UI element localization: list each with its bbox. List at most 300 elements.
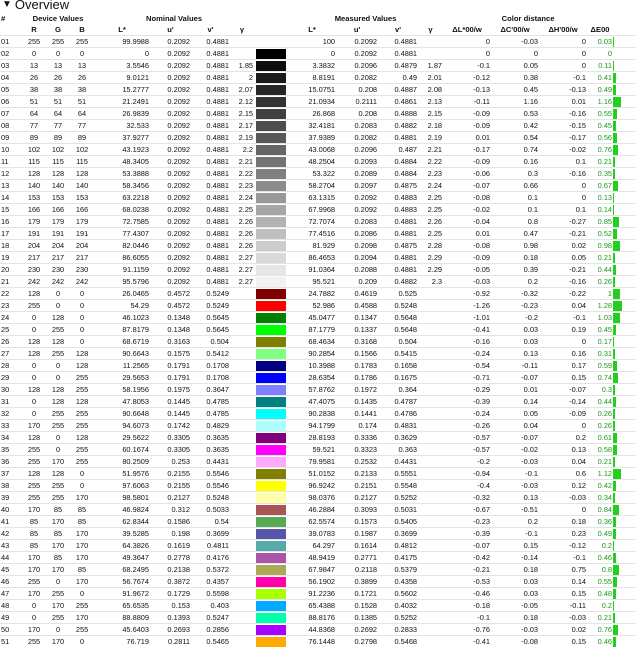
cell-delta-l: -0.04 bbox=[473, 217, 491, 226]
cell-g: 255 bbox=[51, 409, 65, 418]
cell-r: 77 bbox=[29, 121, 39, 130]
delta-e-bar bbox=[613, 504, 636, 516]
cell-delta-e: 0.14 bbox=[597, 205, 613, 214]
cell-delta-l: -1.01 bbox=[473, 313, 491, 322]
cell-measured-gamma: 2.25 bbox=[427, 193, 443, 202]
cell-delta-l: -0.24 bbox=[473, 349, 491, 358]
cell-delta-h: 0.75 bbox=[571, 565, 587, 574]
color-swatch bbox=[254, 504, 288, 516]
cell-delta-c: 0.01 bbox=[523, 385, 539, 394]
cell-measured-u: 0.2133 bbox=[354, 469, 378, 478]
cell-nominal-u: 0.2092 bbox=[167, 229, 191, 238]
col-header-measured-v: v' bbox=[395, 25, 402, 34]
cell-delta-l: -0.41 bbox=[473, 325, 491, 334]
delta-e-bar bbox=[613, 276, 636, 288]
cell-b: 89 bbox=[77, 133, 87, 142]
cell-nominal-gamma bbox=[230, 408, 254, 420]
cell-measured-gamma bbox=[418, 396, 443, 408]
cell-delta-l: -0.21 bbox=[473, 565, 491, 574]
cell-r: 0 bbox=[31, 613, 37, 622]
cell-nominal-v: 0.1708 bbox=[206, 373, 230, 382]
cell-delta-e: 0.85 bbox=[597, 217, 613, 226]
color-swatch bbox=[254, 432, 288, 444]
cell-nominal-v: 0.5372 bbox=[206, 565, 230, 574]
cell-delta-h: 0.05 bbox=[571, 253, 587, 262]
color-swatch bbox=[254, 528, 288, 540]
cell-r: 85 bbox=[29, 529, 39, 538]
cell-nominal-v: 0.54 bbox=[214, 517, 230, 526]
table-row bbox=[0, 72, 636, 84]
cell-delta-e: 0.45 bbox=[597, 325, 613, 334]
cell-r: 170 bbox=[27, 421, 41, 430]
delta-e-bar bbox=[613, 72, 636, 84]
table-row bbox=[0, 372, 636, 384]
cell-delta-c: 0.18 bbox=[523, 565, 539, 574]
cell-delta-h: -0.03 bbox=[569, 613, 587, 622]
cell-nominal-u: 0.4572 bbox=[167, 289, 191, 298]
cell-g: 128 bbox=[51, 337, 65, 346]
cell-b: 179 bbox=[75, 217, 89, 226]
cell-measured-l: 46.2884 bbox=[308, 505, 336, 514]
delta-e-bar bbox=[613, 228, 636, 240]
cell-measured-u: 0.4588 bbox=[354, 301, 378, 310]
delta-e-bar bbox=[613, 300, 636, 312]
cell-nominal-gamma: 2.27 bbox=[238, 277, 254, 286]
overview-header[interactable] bbox=[2, 0, 69, 12]
cell-b: 102 bbox=[75, 145, 89, 154]
cell-delta-c: 0.8 bbox=[527, 217, 539, 226]
cell-nominal-l: 32.533 bbox=[126, 121, 150, 130]
cell-nominal-gamma: 1.85 bbox=[238, 61, 254, 70]
cell-nominal-l: 77.4307 bbox=[122, 229, 150, 238]
cell-nominal-l: 39.5285 bbox=[122, 529, 150, 538]
cell-index: 43 bbox=[1, 541, 10, 550]
cell-nominal-gamma: 2.2 bbox=[242, 145, 254, 154]
cell-nominal-u: 0.2092 bbox=[167, 217, 191, 226]
cell-r: 128 bbox=[27, 433, 41, 442]
cell-nominal-l: 86.6055 bbox=[122, 253, 150, 262]
cell-delta-e: 1.03 bbox=[597, 313, 613, 322]
cell-measured-l: 26.868 bbox=[312, 109, 336, 118]
cell-b: 255 bbox=[75, 457, 89, 466]
delta-e-bar bbox=[613, 252, 636, 264]
cell-nominal-u: 0.2138 bbox=[167, 565, 191, 574]
cell-measured-l: 64.297 bbox=[312, 541, 336, 550]
group-header-color-distance: Color distance bbox=[501, 14, 555, 23]
cell-nominal-gamma bbox=[230, 384, 254, 396]
cell-measured-v: 0.4881 bbox=[394, 133, 418, 142]
cell-g: 38 bbox=[53, 85, 63, 94]
cell-g: 191 bbox=[51, 229, 65, 238]
delta-e-bar bbox=[613, 264, 636, 276]
cell-delta-c: -0.1 bbox=[525, 529, 539, 538]
cell-r: 166 bbox=[27, 205, 41, 214]
cell-delta-h: 0.12 bbox=[571, 481, 587, 490]
cell-r: 204 bbox=[27, 241, 41, 250]
cell-measured-u: 0.2771 bbox=[354, 553, 378, 562]
cell-delta-h: -0.13 bbox=[569, 85, 587, 94]
cell-measured-gamma bbox=[418, 600, 443, 612]
cell-index: 11 bbox=[1, 157, 9, 166]
color-swatch bbox=[254, 612, 288, 624]
cell-delta-c: 0.03 bbox=[523, 589, 539, 598]
cell-r: 128 bbox=[27, 169, 41, 178]
delta-e-bar bbox=[613, 600, 636, 612]
cell-nominal-gamma bbox=[230, 516, 254, 528]
cell-index: 15 bbox=[1, 205, 10, 214]
cell-nominal-u: 0.2092 bbox=[167, 157, 191, 166]
delta-e-bar bbox=[613, 372, 636, 384]
cell-g: 0 bbox=[55, 625, 61, 634]
cell-delta-e: 0.74 bbox=[597, 373, 613, 382]
cell-measured-u: 0.2532 bbox=[354, 457, 378, 466]
cell-measured-gamma: 2.19 bbox=[427, 133, 443, 142]
cell-nominal-u: 0.312 bbox=[171, 505, 191, 514]
cell-delta-h: 0 bbox=[581, 37, 587, 46]
cell-r: 255 bbox=[27, 577, 41, 586]
cell-measured-gamma bbox=[418, 612, 443, 624]
cell-index: 08 bbox=[1, 121, 10, 130]
cell-nominal-u: 0.3305 bbox=[167, 433, 191, 442]
cell-measured-v: 0.3699 bbox=[394, 529, 418, 538]
cell-g: 166 bbox=[51, 205, 65, 214]
cell-measured-u: 0.2111 bbox=[355, 97, 378, 106]
cell-delta-h: -0.27 bbox=[569, 217, 587, 226]
cell-measured-v: 0.1675 bbox=[394, 373, 418, 382]
table-row bbox=[0, 300, 636, 312]
color-swatch bbox=[254, 552, 288, 564]
cell-measured-v: 0.4884 bbox=[394, 169, 418, 178]
cell-g: 0 bbox=[55, 433, 61, 442]
cell-measured-v: 0.4881 bbox=[394, 265, 418, 274]
cell-delta-h: 0.14 bbox=[571, 577, 587, 586]
cell-delta-c: 0.39 bbox=[523, 265, 539, 274]
cell-delta-e: 0.17 bbox=[597, 337, 613, 346]
col-header-index: # bbox=[1, 14, 6, 23]
col-header-measured-l: L* bbox=[308, 25, 316, 34]
cell-b: 38 bbox=[77, 85, 87, 94]
cell-b: 166 bbox=[75, 205, 89, 214]
cell-delta-l: -0.53 bbox=[473, 577, 491, 586]
cell-delta-h: 0 bbox=[581, 49, 587, 58]
cell-nominal-gamma: 2.27 bbox=[238, 253, 254, 262]
cell-index: 27 bbox=[1, 349, 10, 358]
cell-b: 0 bbox=[79, 637, 85, 646]
color-swatch bbox=[254, 624, 288, 636]
cell-delta-c: 0.54 bbox=[523, 133, 539, 142]
cell-delta-l: -0.09 bbox=[473, 121, 491, 130]
table-row bbox=[0, 492, 636, 504]
cell-delta-c: -0.23 bbox=[521, 301, 539, 310]
table-row bbox=[0, 108, 636, 120]
cell-nominal-v: 0.4829 bbox=[206, 421, 230, 430]
cell-g: 204 bbox=[51, 241, 65, 250]
cell-g: 170 bbox=[51, 541, 65, 550]
cell-delta-h: -0.1 bbox=[573, 313, 587, 322]
cell-g: 230 bbox=[51, 265, 65, 274]
cell-b: 0 bbox=[79, 49, 85, 58]
cell-measured-u: 0.1721 bbox=[354, 589, 378, 598]
cell-b: 51 bbox=[77, 97, 87, 106]
cell-delta-h: 0.15 bbox=[571, 373, 587, 382]
cell-delta-c: -0.02 bbox=[521, 445, 539, 454]
cell-b: 85 bbox=[77, 517, 87, 526]
cell-measured-l: 67.9968 bbox=[308, 205, 336, 214]
cell-delta-h: -0.21 bbox=[569, 265, 587, 274]
cell-r: 128 bbox=[27, 289, 41, 298]
table-row bbox=[0, 636, 636, 648]
color-swatch bbox=[254, 168, 288, 180]
cell-nominal-l: 37.9277 bbox=[122, 133, 150, 142]
color-swatch bbox=[254, 36, 288, 48]
cell-nominal-u: 0.3163 bbox=[167, 337, 191, 346]
delta-e-bar bbox=[613, 360, 636, 372]
cell-b: 255 bbox=[75, 625, 89, 634]
cell-measured-v: 0.4431 bbox=[394, 457, 418, 466]
cell-nominal-u: 0.198 bbox=[171, 529, 191, 538]
cell-nominal-l: 21.2491 bbox=[122, 97, 150, 106]
cell-delta-l: -0.06 bbox=[473, 169, 491, 178]
cell-b: 0 bbox=[79, 313, 85, 322]
cell-nominal-v: 0.4881 bbox=[206, 265, 230, 274]
cell-delta-h: -0.03 bbox=[569, 493, 587, 502]
cell-nominal-l: 62.8344 bbox=[122, 517, 150, 526]
cell-delta-c: -0.32 bbox=[521, 289, 539, 298]
cell-nominal-v: 0.5645 bbox=[206, 325, 230, 334]
cell-measured-gamma: 2.23 bbox=[427, 169, 443, 178]
cell-nominal-gamma bbox=[230, 480, 254, 492]
cell-nominal-u: 0.2092 bbox=[167, 193, 191, 202]
cell-nominal-l: 68.6719 bbox=[122, 337, 150, 346]
cell-nominal-u: 0.1445 bbox=[167, 409, 191, 418]
cell-delta-h: 0.1 bbox=[575, 205, 587, 214]
table-row bbox=[0, 624, 636, 636]
cell-delta-c: 0.3 bbox=[527, 169, 539, 178]
cell-delta-l: -0.09 bbox=[473, 109, 491, 118]
cell-measured-l: 96.9242 bbox=[308, 481, 336, 490]
cell-r: 128 bbox=[27, 469, 41, 478]
cell-nominal-l: 97.6063 bbox=[122, 481, 150, 490]
cell-measured-u: 0.1987 bbox=[354, 529, 378, 538]
cell-delta-l: -0.67 bbox=[473, 505, 491, 514]
cell-delta-l: -0.12 bbox=[473, 73, 491, 82]
cell-delta-e: 0.31 bbox=[597, 349, 613, 358]
cell-nominal-gamma bbox=[230, 564, 254, 576]
cell-delta-e: 0.49 bbox=[597, 529, 613, 538]
cell-measured-v: 0.4812 bbox=[394, 541, 418, 550]
cell-measured-v: 0.1658 bbox=[394, 361, 418, 370]
cell-nominal-v: 0.5465 bbox=[206, 637, 230, 646]
cell-measured-gamma bbox=[418, 576, 443, 588]
color-swatch bbox=[254, 228, 288, 240]
color-swatch bbox=[254, 288, 288, 300]
color-swatch bbox=[254, 132, 288, 144]
cell-measured-l: 100 bbox=[322, 37, 336, 46]
cell-delta-h: 0 bbox=[581, 337, 587, 346]
cell-nominal-u: 0.2127 bbox=[167, 493, 191, 502]
cell-b: 230 bbox=[75, 265, 89, 274]
table-row bbox=[0, 348, 636, 360]
cell-delta-e: 0.13 bbox=[597, 193, 613, 202]
cell-delta-l: -0.05 bbox=[473, 265, 491, 274]
cell-index: 23 bbox=[1, 301, 10, 310]
cell-measured-l: 39.0783 bbox=[308, 529, 336, 538]
cell-b: 128 bbox=[75, 361, 89, 370]
cell-nominal-l: 82.0446 bbox=[122, 241, 150, 250]
delta-e-bar bbox=[613, 120, 636, 132]
cell-nominal-u: 0.253 bbox=[171, 457, 191, 466]
table-row bbox=[0, 432, 636, 444]
cell-nominal-l: 29.5622 bbox=[122, 433, 150, 442]
cell-measured-l: 45.0477 bbox=[308, 313, 336, 322]
cell-delta-h: -0.16 bbox=[569, 277, 587, 286]
cell-delta-h: 0.6 bbox=[575, 469, 587, 478]
cell-nominal-v: 0.5645 bbox=[206, 313, 230, 322]
cell-measured-l: 91.2236 bbox=[308, 589, 336, 598]
cell-delta-c: -0.08 bbox=[521, 637, 539, 646]
cell-delta-h: -0.1 bbox=[573, 73, 587, 82]
cell-measured-v: 0.5379 bbox=[394, 565, 418, 574]
cell-g: 170 bbox=[51, 601, 65, 610]
cell-g: 255 bbox=[51, 325, 65, 334]
cell-delta-l: -0.07 bbox=[473, 541, 491, 550]
cell-delta-c: 0.03 bbox=[523, 337, 539, 346]
cell-index: 48 bbox=[1, 601, 10, 610]
cell-g: 0 bbox=[55, 289, 61, 298]
cell-measured-v: 0.3629 bbox=[394, 433, 418, 442]
cell-g: 102 bbox=[51, 145, 65, 154]
table-row bbox=[0, 96, 636, 108]
cell-delta-h: -0.22 bbox=[569, 289, 587, 298]
cell-measured-gamma bbox=[418, 36, 443, 48]
delta-e-bar bbox=[613, 168, 636, 180]
cell-nominal-l: 91.1159 bbox=[122, 265, 150, 274]
cell-delta-l: -0.76 bbox=[473, 625, 491, 634]
cell-nominal-v: 0.5546 bbox=[206, 481, 230, 490]
cell-g: 170 bbox=[51, 517, 65, 526]
col-header-r: R bbox=[31, 25, 37, 34]
cell-index: 46 bbox=[1, 577, 10, 586]
cell-delta-c: 0 bbox=[533, 49, 539, 58]
cell-delta-h: 0.16 bbox=[571, 349, 587, 358]
cell-delta-l: 0 bbox=[485, 37, 491, 46]
cell-delta-h: 0.02 bbox=[571, 625, 587, 634]
color-swatch bbox=[254, 516, 288, 528]
cell-nominal-u: 0.153 bbox=[171, 601, 191, 610]
cell-delta-c: 0.2 bbox=[527, 517, 539, 526]
cell-measured-v: 0.4875 bbox=[394, 241, 418, 250]
table-row bbox=[0, 216, 636, 228]
table-row bbox=[0, 516, 636, 528]
delta-e-bar bbox=[613, 192, 636, 204]
cell-r: 0 bbox=[31, 313, 37, 322]
cell-nominal-gamma: 2.25 bbox=[238, 205, 254, 214]
cell-measured-u: 0.1566 bbox=[354, 349, 378, 358]
cell-r: 115 bbox=[28, 157, 40, 166]
cell-measured-l: 51.0152 bbox=[308, 469, 336, 478]
cell-nominal-l: 68.0238 bbox=[122, 205, 150, 214]
table-row bbox=[0, 408, 636, 420]
cell-delta-h: -0.12 bbox=[569, 541, 587, 550]
cell-delta-c: -0.07 bbox=[521, 373, 539, 382]
cell-delta-e: 0.52 bbox=[597, 229, 613, 238]
cell-delta-e: 0.26 bbox=[597, 421, 613, 430]
cell-nominal-v: 0.4881 bbox=[206, 109, 230, 118]
cell-nominal-l: 87.8179 bbox=[122, 325, 150, 334]
cell-nominal-u: 0.2092 bbox=[167, 109, 191, 118]
cell-measured-l: 94.1799 bbox=[308, 421, 336, 430]
cell-measured-gamma: 1.87 bbox=[427, 61, 443, 70]
cell-delta-h: -0.17 bbox=[569, 133, 587, 142]
cell-measured-v: 0.364 bbox=[398, 385, 418, 394]
cell-b: 64 bbox=[77, 109, 87, 118]
cell-index: 17 bbox=[1, 229, 10, 238]
cell-nominal-u: 0.2092 bbox=[167, 121, 191, 130]
color-swatch bbox=[254, 120, 288, 132]
cell-index: 09 bbox=[1, 133, 10, 142]
delta-e-bar bbox=[613, 240, 636, 252]
cell-nominal-u: 0.2811 bbox=[167, 637, 191, 646]
cell-nominal-v: 0.3635 bbox=[206, 445, 230, 454]
cell-delta-c: 0.03 bbox=[523, 325, 539, 334]
disclosure-triangle-icon[interactable]: ▼ bbox=[2, 0, 12, 10]
table-row bbox=[0, 84, 636, 96]
cell-measured-u: 0.1435 bbox=[354, 397, 378, 406]
cell-delta-c: 0.16 bbox=[523, 157, 539, 166]
cell-nominal-v: 0.5247 bbox=[206, 613, 230, 622]
color-swatch bbox=[254, 492, 288, 504]
delta-e-bar bbox=[613, 420, 636, 432]
cell-measured-gamma: 2.24 bbox=[427, 181, 443, 190]
cell-delta-c: -0.03 bbox=[521, 457, 539, 466]
cell-r: 217 bbox=[27, 253, 41, 262]
delta-e-bar bbox=[613, 516, 636, 528]
cell-b: 0 bbox=[79, 481, 85, 490]
cell-nominal-l: 72.7585 bbox=[122, 217, 150, 226]
color-swatch bbox=[254, 600, 288, 612]
cell-delta-e: 0.8 bbox=[601, 565, 613, 574]
cell-delta-e: 0.58 bbox=[597, 445, 613, 454]
cell-measured-l: 88.8176 bbox=[308, 613, 336, 622]
cell-index: 06 bbox=[1, 97, 10, 106]
cell-nominal-l: 54.29 bbox=[130, 301, 150, 310]
cell-delta-c: 0.53 bbox=[523, 109, 539, 118]
cell-nominal-v: 0.4881 bbox=[206, 85, 230, 94]
cell-delta-c: 0.14 bbox=[523, 397, 539, 406]
cell-measured-u: 0.2083 bbox=[354, 217, 378, 226]
cell-measured-u: 0.2096 bbox=[354, 61, 378, 70]
cell-nominal-v: 0.4881 bbox=[206, 49, 230, 58]
cell-delta-h: -0.15 bbox=[569, 121, 587, 130]
cell-measured-gamma bbox=[418, 288, 443, 300]
cell-g: 89 bbox=[53, 133, 63, 142]
cell-delta-e: 1.16 bbox=[597, 97, 613, 106]
cell-nominal-gamma bbox=[230, 576, 254, 588]
cell-delta-e: 0.49 bbox=[597, 85, 613, 94]
table-row bbox=[0, 192, 636, 204]
cell-delta-c: -0.03 bbox=[521, 37, 539, 46]
cell-measured-l: 91.0364 bbox=[308, 265, 336, 274]
cell-measured-l: 72.7074 bbox=[308, 217, 336, 226]
cell-nominal-u: 0.2092 bbox=[167, 61, 191, 70]
col-header-delta-c: ΔC'00/w bbox=[500, 25, 530, 34]
cell-b: 85 bbox=[77, 565, 87, 574]
cell-index: 24 bbox=[1, 313, 10, 322]
cell-measured-v: 0.5405 bbox=[394, 517, 418, 526]
cell-measured-gamma bbox=[418, 552, 443, 564]
cell-delta-l: -0.09 bbox=[473, 157, 491, 166]
cell-nominal-u: 0.4572 bbox=[167, 301, 191, 310]
